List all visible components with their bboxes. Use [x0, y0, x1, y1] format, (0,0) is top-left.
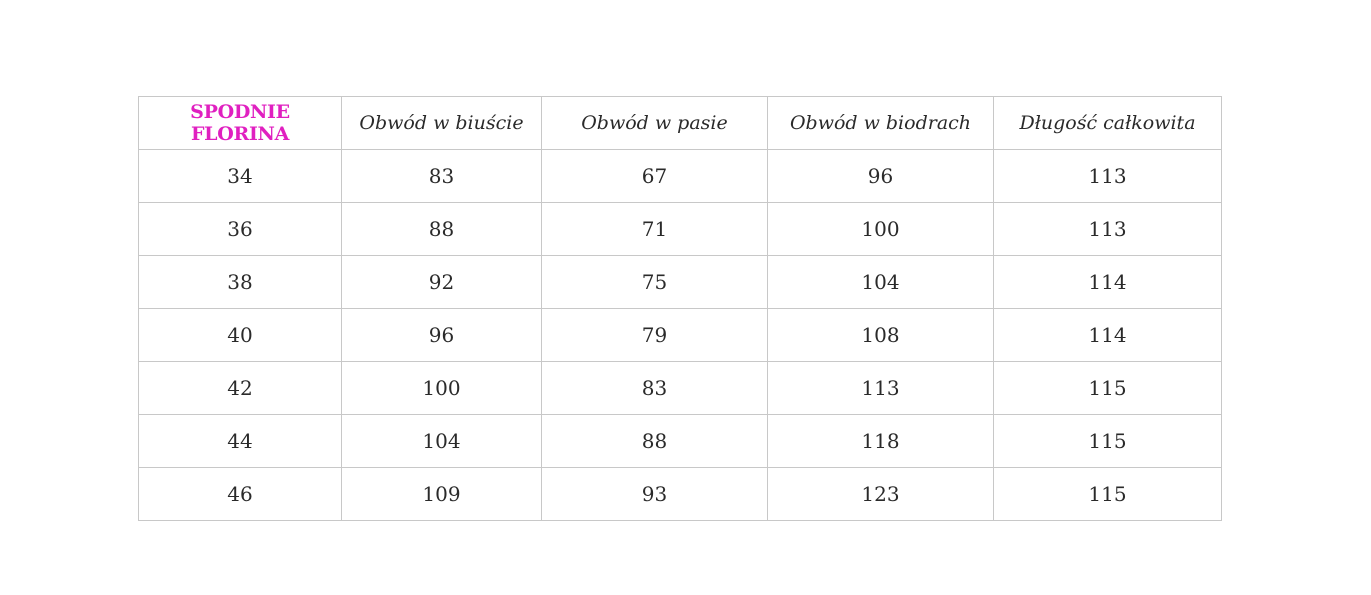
bust-cell: 104 — [342, 415, 542, 468]
bust-cell: 100 — [342, 362, 542, 415]
hips-cell: 108 — [768, 309, 994, 362]
bust-cell: 92 — [342, 256, 542, 309]
hips-cell: 100 — [768, 203, 994, 256]
size-cell: 46 — [139, 468, 342, 521]
table-row — [139, 468, 1222, 521]
size-cell: 40 — [139, 309, 342, 362]
length-cell: 115 — [994, 468, 1222, 521]
size-cell: 34 — [139, 150, 342, 203]
table-row — [139, 150, 1222, 203]
waist-cell: 79 — [542, 309, 768, 362]
table-row — [139, 256, 1222, 309]
column-header-hips: Obwód w biodrach — [768, 97, 994, 150]
length-cell: 115 — [994, 415, 1222, 468]
column-header-length: Długość całkowita — [994, 97, 1222, 150]
table-row — [139, 309, 1222, 362]
table-row — [139, 203, 1222, 256]
bust-cell: 83 — [342, 150, 542, 203]
column-header-waist: Obwód w pasie — [542, 97, 768, 150]
table-row — [139, 415, 1222, 468]
hips-cell: 104 — [768, 256, 994, 309]
bust-cell: 109 — [342, 468, 542, 521]
hips-cell: 118 — [768, 415, 994, 468]
waist-cell: 71 — [542, 203, 768, 256]
length-cell: 113 — [994, 150, 1222, 203]
waist-cell: 75 — [542, 256, 768, 309]
hips-cell: 113 — [768, 362, 994, 415]
size-cell: 36 — [139, 203, 342, 256]
bust-cell: 88 — [342, 203, 542, 256]
length-cell: 114 — [994, 309, 1222, 362]
waist-cell: 93 — [542, 468, 768, 521]
hips-cell: 123 — [768, 468, 994, 521]
hips-cell: 96 — [768, 150, 994, 203]
length-cell: 115 — [994, 362, 1222, 415]
size-cell: 44 — [139, 415, 342, 468]
waist-cell: 88 — [542, 415, 768, 468]
size-chart-table — [138, 96, 1222, 521]
column-header-bust: Obwód w biuście — [342, 97, 542, 150]
length-cell: 114 — [994, 256, 1222, 309]
waist-cell: 67 — [542, 150, 768, 203]
header-row — [139, 97, 1222, 150]
table-row — [139, 362, 1222, 415]
waist-cell: 83 — [542, 362, 768, 415]
size-cell: 42 — [139, 362, 342, 415]
bust-cell: 96 — [342, 309, 542, 362]
size-cell: 38 — [139, 256, 342, 309]
product-title: SPODNIE FLORINA — [139, 97, 342, 150]
length-cell: 113 — [994, 203, 1222, 256]
